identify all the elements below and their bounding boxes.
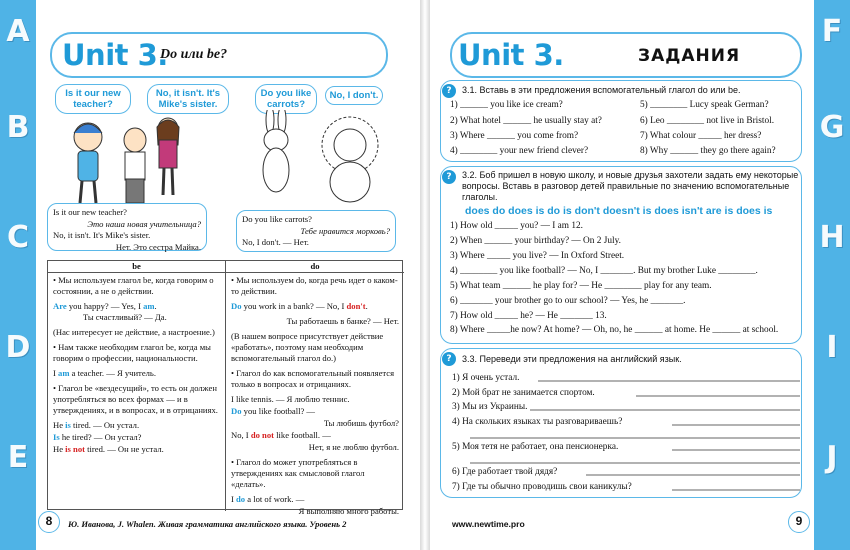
- speech-bubble: Is it our new teacher?: [55, 84, 131, 114]
- footer-text: Ю. Иванова, J. Whalen. Живая грамматика английского языка. Уровень 2: [68, 519, 347, 529]
- caption-line: Do you like carrots?: [242, 214, 312, 224]
- do-column: [226, 261, 404, 516]
- right-decor-strip: [814, 0, 850, 550]
- side-letter: J: [826, 440, 838, 475]
- side-letter: B: [6, 110, 30, 145]
- page-number: 9: [788, 511, 810, 533]
- example: Is he tired? — Он устал?: [53, 432, 142, 442]
- exercise-line: 6) _______ your brother go to our school? — Yes, he _______.: [450, 296, 686, 306]
- example: I am a teacher. — Я учитель.: [53, 368, 156, 378]
- example-translation: Нет, я не люблю футбол.: [308, 442, 399, 452]
- rabbit-and-lion-illustration: [240, 110, 400, 205]
- column-header: do: [226, 261, 404, 273]
- side-letter: G: [819, 110, 845, 145]
- unit-title: Unit 3.: [458, 38, 564, 72]
- exercise-line: 2) When ______ your birthday? — On 2 July.: [450, 236, 621, 246]
- question-icon: ?: [442, 84, 456, 98]
- side-letter: F: [821, 14, 843, 49]
- caption-line: Is it our new teacher?: [53, 207, 127, 217]
- tasks-heading: ЗАДАНИЯ: [638, 46, 741, 66]
- caption-line: No, it isn't. It's Mike's sister.: [53, 230, 151, 240]
- rule-text: (В нашем вопросе присутствует действие «работать», поэтому нам необходим вспомогательный глагол do.): [231, 331, 384, 363]
- be-column: [48, 261, 226, 511]
- caption-box-rabbit: [236, 210, 396, 252]
- rule-text: • Глагол be «вездесущий», то есть он должен употребляться во всех формах — и в утверждениях, и в вопросах, и в отрицаниях.: [53, 383, 218, 415]
- caption-line: Это наша новая учительница?: [87, 218, 201, 229]
- exercise-line: 7) What colour _____ her dress?: [640, 131, 762, 141]
- exercise-line: 5) What team ______ he play for? — He ________ play for any team.: [450, 281, 712, 291]
- side-letter: A: [6, 14, 30, 49]
- task-instruction: 3.2. Боб пришел в новую школу, и новые друзья захотели задать ему некоторые вопросы. Вставь в разговор детей правильные по значению вспомогательные глаголы.: [462, 170, 799, 202]
- example: No, I do not like football. —: [231, 430, 331, 440]
- translation-line: 6) Где работает твой дядя?: [452, 467, 558, 477]
- translation-line: 2) Мой брат не занимается спортом.: [452, 388, 595, 398]
- caption-box-children: [47, 203, 207, 251]
- exercise-line: 2) What hotel ______ he usually stay at?: [450, 116, 602, 126]
- example: I do a lot of work. —: [231, 494, 305, 504]
- question-icon: ?: [442, 352, 456, 366]
- unit-title: Unit 3.: [62, 38, 168, 72]
- children-illustration: [60, 115, 230, 205]
- rule-text: (Нас интересует не действие, а настроение.): [53, 327, 215, 337]
- rule-text: • Глагол do как вспомогательный появляется только в вопросах и отрицаниях.: [231, 368, 395, 389]
- grammar-table: [47, 260, 403, 516]
- side-letter: C: [6, 220, 30, 255]
- answer-lines: [440, 370, 805, 495]
- left-page: [0, 0, 420, 550]
- exercise-line: 3) Where _____ you live? — In Oxford Street.: [450, 251, 625, 261]
- caption-line: No, I don't. — Нет.: [242, 237, 309, 247]
- example: Do you like football? —: [231, 406, 316, 416]
- exercise-line: 5) ________ Lucy speak German?: [640, 100, 769, 110]
- side-letter: H: [819, 220, 845, 255]
- website-url: www.newtime.pro: [452, 519, 525, 529]
- column-header: be: [48, 261, 225, 273]
- rule-text: • Глагол do может употребляться в утверждениях как смысловой глагол «делать».: [231, 457, 365, 489]
- page-number: 8: [38, 511, 60, 533]
- exercise-line: 3) Where ______ you come from?: [450, 131, 579, 141]
- translation-line: 7) Где ты обычно проводишь свои каникулы?: [452, 482, 632, 492]
- book-gutter: [420, 0, 430, 550]
- side-letter: D: [5, 330, 31, 365]
- example: He is not tired. — Он не устал.: [53, 444, 164, 454]
- exercise-line: 7) How old _____ he? — He _______ 13.: [450, 311, 607, 321]
- task-instruction: 3.3. Переведи эти предложения на английский язык.: [462, 354, 682, 364]
- exercise-line: 4) ________ your new friend clever?: [450, 146, 589, 156]
- translation-line: 5) Моя тетя не работает, она пенсионерка.: [452, 442, 619, 452]
- example-translation: Ты любишь футбол?: [323, 418, 399, 428]
- rule-text: • Мы используем глагол be, когда говорим о состоянии, а не о действии.: [53, 275, 214, 296]
- exercise-line: 8) Where _____he now? At home? — Oh, no, he ______ at home. He ______ at school.: [450, 325, 779, 335]
- speech-bubble: Do you like carrots?: [255, 84, 317, 114]
- exercise-line: 1) How old _____ you? — I am 12.: [450, 221, 583, 231]
- question-icon: ?: [442, 170, 456, 184]
- page-subtitle: Do или be?: [160, 47, 228, 62]
- task-instruction: 3.1. Вставь в эти предложения вспомогательный глагол do или be.: [462, 85, 741, 95]
- exercise-line: 4) ________ you like football? — No, I _______. But my brother Luke ________.: [450, 266, 758, 276]
- exercise-line: 6) Leo ________ not live in Bristol.: [640, 116, 775, 126]
- translation-line: 3) Мы из Украины.: [452, 402, 528, 412]
- example: Are you happy? — Yes, I am. Ты счастливый? — Да.: [53, 301, 167, 322]
- example: Do you work in a bank? — No, I don't.: [231, 301, 368, 311]
- word-bank: does do does is do is don't doesn't is does isn't are is does is: [465, 205, 773, 217]
- exercise-line: 8) Why ______ they go there again?: [640, 146, 776, 156]
- example: I like tennis. — Я люблю теннис.: [231, 394, 350, 404]
- left-decor-strip: [0, 0, 36, 550]
- example-translation: Я выполняю много работы.: [298, 506, 399, 516]
- example: He is tired. — Он устал.: [53, 420, 140, 430]
- caption-line: Тебе нравится морковь?: [300, 225, 390, 236]
- speech-bubble: No, it isn't. It's Mike's sister.: [147, 84, 229, 114]
- rule-text: • Нам также необходим глагол be, когда мы говорим о профессии, национальности.: [53, 342, 211, 363]
- side-letter: E: [7, 440, 29, 475]
- caption-line: Нет. Это сестра Майка.: [115, 241, 201, 252]
- speech-bubble: No, I don't.: [325, 86, 383, 105]
- side-letter: I: [826, 330, 838, 365]
- exercise-line: 1) ______ you like ice cream?: [450, 100, 563, 110]
- translation-line: 1) Я очень устал.: [452, 373, 520, 383]
- translation-line: 4) На скольких языках ты разговариваешь?: [452, 417, 623, 427]
- example-translation: Ты работаешь в банке? — Нет.: [286, 316, 399, 326]
- rule-text: • Мы используем do, когда речь идет о каком-то действии.: [231, 275, 398, 296]
